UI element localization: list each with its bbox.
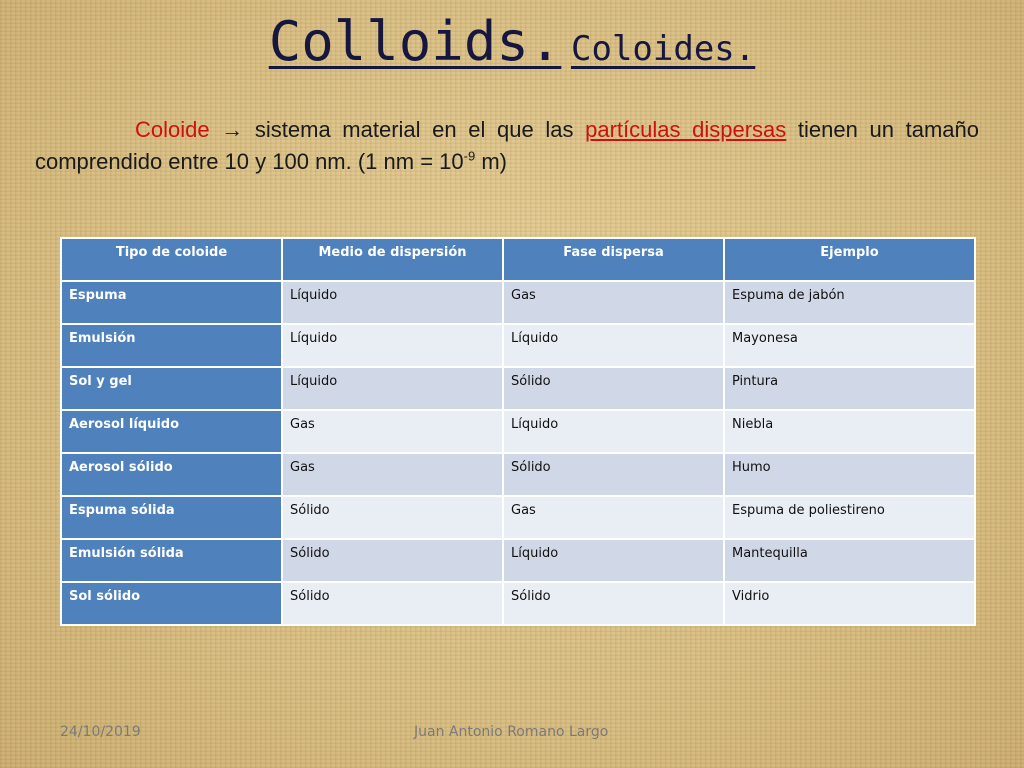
table-header-row [61,238,975,281]
title-spanish: Coloides. [571,29,756,69]
cell-medio: Líquido [282,367,503,410]
table-row [61,281,975,324]
cell-medio: Gas [282,453,503,496]
cell-tipo: Espuma sólida [61,496,282,539]
cell-ejemplo: Vidrio [724,582,975,625]
cell-fase: Líquido [503,410,724,453]
cell-ejemplo: Mantequilla [724,539,975,582]
colloid-types-table [60,237,976,626]
header-tipo: Tipo de coloide [61,238,282,281]
cell-fase: Sólido [503,367,724,410]
definition-exponent: -9 [463,148,476,164]
footer-author: Juan Antonio Romano Largo [414,724,609,740]
cell-fase: Sólido [503,453,724,496]
table-row [61,324,975,367]
cell-ejemplo: Espuma de poliestireno [724,496,975,539]
cell-fase: Gas [503,496,724,539]
cell-tipo: Emulsión sólida [61,539,282,582]
cell-ejemplo: Pintura [724,367,975,410]
cell-fase: Líquido [503,539,724,582]
footer-date: 24/10/2019 [60,724,141,740]
header-medio: Medio de dispersión [282,238,503,281]
table-row [61,496,975,539]
definition-paragraph [35,114,979,178]
cell-medio: Gas [282,410,503,453]
cell-fase: Gas [503,281,724,324]
cell-tipo: Sol sólido [61,582,282,625]
arrow-icon: → [221,117,244,142]
table-row [61,367,975,410]
cell-tipo: Espuma [61,281,282,324]
table-row [61,453,975,496]
cell-medio: Sólido [282,496,503,539]
slide-title [0,10,1024,73]
header-ejemplo: Ejemplo [724,238,975,281]
cell-medio: Sólido [282,539,503,582]
cell-tipo: Emulsión [61,324,282,367]
cell-ejemplo: Mayonesa [724,324,975,367]
definition-text-after: tienen un tamaño comprendido entre 10 y 100 nm. (1 nm = 10 [35,117,979,174]
definition-term: Coloide [135,117,210,142]
table-row [61,582,975,625]
table-row [61,410,975,453]
cell-tipo: Aerosol líquido [61,410,282,453]
cell-ejemplo: Humo [724,453,975,496]
cell-ejemplo: Niebla [724,410,975,453]
title-english: Colloids. [268,10,562,73]
cell-fase: Sólido [503,582,724,625]
cell-medio: Líquido [282,281,503,324]
header-fase: Fase dispersa [503,238,724,281]
definition-highlight: partículas dispersas [585,117,787,142]
cell-medio: Sólido [282,582,503,625]
definition-text-before: sistema material en el que las [243,117,586,142]
definition-unit-tail: m) [475,149,507,174]
cell-fase: Líquido [503,324,724,367]
cell-ejemplo: Espuma de jabón [724,281,975,324]
table-row [61,539,975,582]
cell-medio: Líquido [282,324,503,367]
cell-tipo: Aerosol sólido [61,453,282,496]
cell-tipo: Sol y gel [61,367,282,410]
